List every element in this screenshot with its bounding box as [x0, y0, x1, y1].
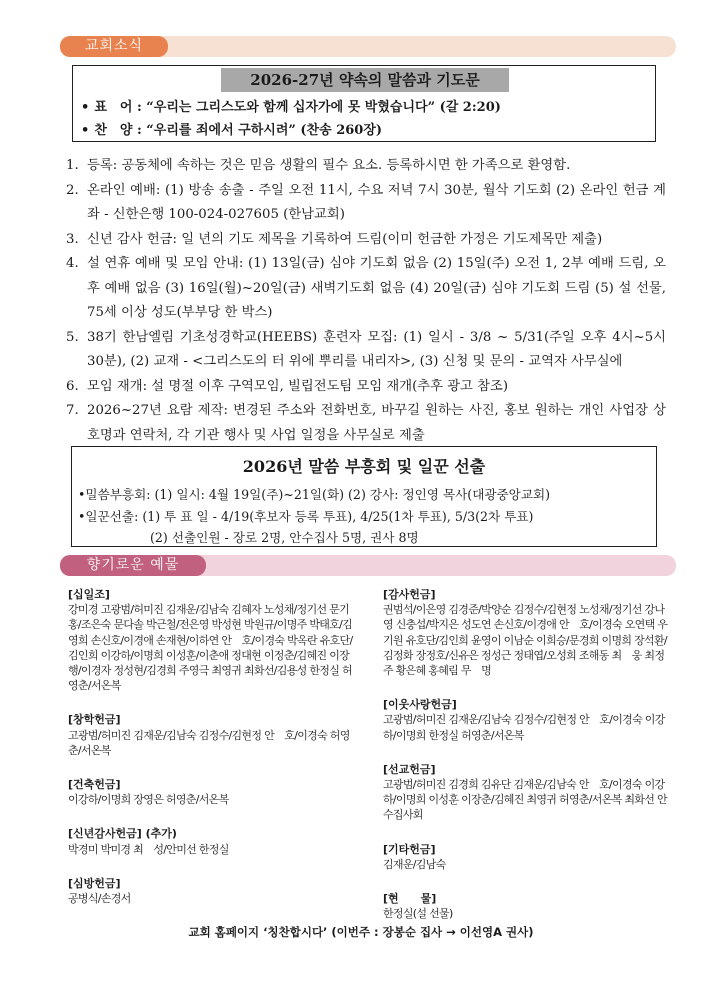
- offering-group: [창학헌금] 고광범/허미진 김재운/김남숙 김정수/김현정 안 호/이경숙 허영춘/서온복: [68, 713, 350, 757]
- offering-group: [감사헌금] 권범석/이은영 김경준/박양순 김정수/김현정 노성채/정기선 강나영 신충섭/박지은 성도연 손신호/이경애 안 호/이경숙 오연택 우기원 유호단/김인희 윤영이 이남순 이희승/문경희 이명희 장석환/김정화 장정호/신유은 정성근 정태엽/오성희 조해동 최 웅 최정주 황은혜 홍혜림 무 명: [383, 588, 668, 678]
- offering-group: [선교헌금] 고광범/허미진 김경희 김유단 김재운/김남숙 안 호/이경숙 이강하/이명희 이성훈 이장춘/김혜진 최영귀 허영춘/서온복 최화선 안수집사회: [383, 762, 667, 822]
- offering-group: [건축헌금] 이강하/이명희 장영은 허영춘/서온복: [68, 778, 229, 807]
- verse-box: [72, 65, 656, 142]
- section-header-church-news: [60, 36, 676, 57]
- verse-box-title: 2026-27년 약속의 말씀과 기도문: [221, 68, 509, 92]
- motto-row: • 표 어 : “우리는 그리스도와 함께 십자가에 못 박혔습니다” (갈 2:20): [81, 100, 501, 115]
- election-line: •일꾼선출: (1) 투 표 일 - 4/19(후보자 등록 투표), 4/25(1차 투표), 5/3(2차 투표): [78, 509, 534, 524]
- motto-text: “우리는 그리스도와 함께 십자가에 못 박혔습니다” (갈 2:20): [146, 100, 501, 115]
- offering-group: [십일조] 강미경 고광범/허미진 김재운/김남숙 김혜자 노성채/정기선 문기홍/조은숙 문다솔 박근철/전은영 박성현 박원규/이명주 박태호/김영희 손신호/이경애 손재현/이하연 안 호/이경숙 박옥란 유호단/김인희 이강하/이명희 이성훈/이춘애 정대현 이정춘/김혜진 이장행/이경자 정성현/김경희 주영극 최영귀 최화선/김용성 한정실 허영춘/서온복: [68, 588, 353, 693]
- section-title: 향기로운 예물: [60, 555, 206, 576]
- list-item: 7. 2026~27년 요람 제작: 변경된 주소와 전화번호, 바꾸길 원하는 사진, 홍보 원하는 개인 사업장 상호명과 연락처, 각 기관 행사 및 사업 일정을 사무실로 제출: [66, 403, 666, 443]
- list-item: 5. 38기 한남엘림 기초성경학교(HEEBS) 훈련자 모집: (1) 일시 - 3/8 ~ 5/31(주일 오후 4시~5시 30분), (2) 교재 - <그리스도의 터 위에 뿌리를 내리자>, (3) 신청 및 문의 - 교역자 사무실에: [66, 329, 666, 369]
- offering-group: [심방헌금] 공병식/손경서: [68, 876, 131, 906]
- election-count-line: (2) 선출인원 - 장로 2명, 안수집사 5명, 권사 8명: [150, 530, 419, 545]
- homepage-footer: 교회 홈페이지 ‘칭찬합시다’ (이번주 : 장봉순 집사 → 이선영A 권사): [188, 925, 534, 939]
- hymn-row: • 찬 양 : “우리를 죄에서 구하시려” (찬송 260장): [81, 123, 383, 138]
- hymn-label: 찬 양 :: [94, 123, 142, 138]
- list-item: 3. 신년 감사 헌금: 일 년의 기도 제목을 기록하여 드림(이미 헌금한 가정은 기도제목만 제출): [66, 231, 603, 247]
- list-item: 4. 설 연휴 예배 및 모임 안내: (1) 13일(금) 심야 기도회 없음 (2) 15일(주) 오전 1, 2부 예배 드림, 오후 예배 없음 (3) 16일(월)~20일(금) 새벽기도회 없음 (4) 20일(금) 심야 기도회 드림 (5) 설 선물, 75세 이상 성도(부부당 한 박스): [66, 256, 666, 320]
- section-header-offerings: [60, 555, 676, 576]
- revival-box-title: 2026년 말씀 부흥회 및 일꾼 선출: [242, 457, 486, 476]
- revival-box: [71, 446, 657, 547]
- list-item: 6. 모임 재개: 설 명절 이후 구역모임, 빌립전도팀 모임 재개(추후 광고 참조): [66, 378, 509, 394]
- offering-group: [이웃사랑헌금] 고광범/허미진 김재운/김남숙 김정수/김현정 안 호/이경숙 이강하/이명희 한정실 허영춘/서온복: [383, 698, 665, 742]
- offerings-right-column: [383, 587, 673, 940]
- offering-group: [현 물] 한정실(설 선물): [383, 892, 453, 921]
- motto-label: 표 어 :: [94, 100, 142, 115]
- list-item: 1. 등록: 공동체에 속하는 것은 믿음 생활의 필수 요소. 등록하시면 한 가족으로 환영함.: [66, 158, 571, 173]
- list-item: 2. 온라인 예배: (1) 방송 송출 - 주일 오전 11시, 수요 저녁 7시 30분, 월삭 기도회 (2) 온라인 헌금 계좌 - 신한은행 100-024-027605 (한남교회): [66, 182, 666, 222]
- offering-group: [기타헌금] 김재운/김남숙: [383, 842, 446, 871]
- offerings-left-column: [68, 587, 358, 925]
- revival-line: •밀씀부흥회: (1) 일시: 4월 19일(주)~21일(화) (2) 강사: 정인영 목사(대광중앙교회): [78, 487, 551, 502]
- section-title: 교회소식: [60, 36, 168, 57]
- offering-group: [신년감사헌금] (추가) 박경미 박미경 최 성/안미선 한정실: [68, 827, 229, 856]
- hymn-text: “우리를 죄에서 구하시려” (찬송 260장): [146, 123, 383, 138]
- notice-list: [66, 154, 666, 448]
